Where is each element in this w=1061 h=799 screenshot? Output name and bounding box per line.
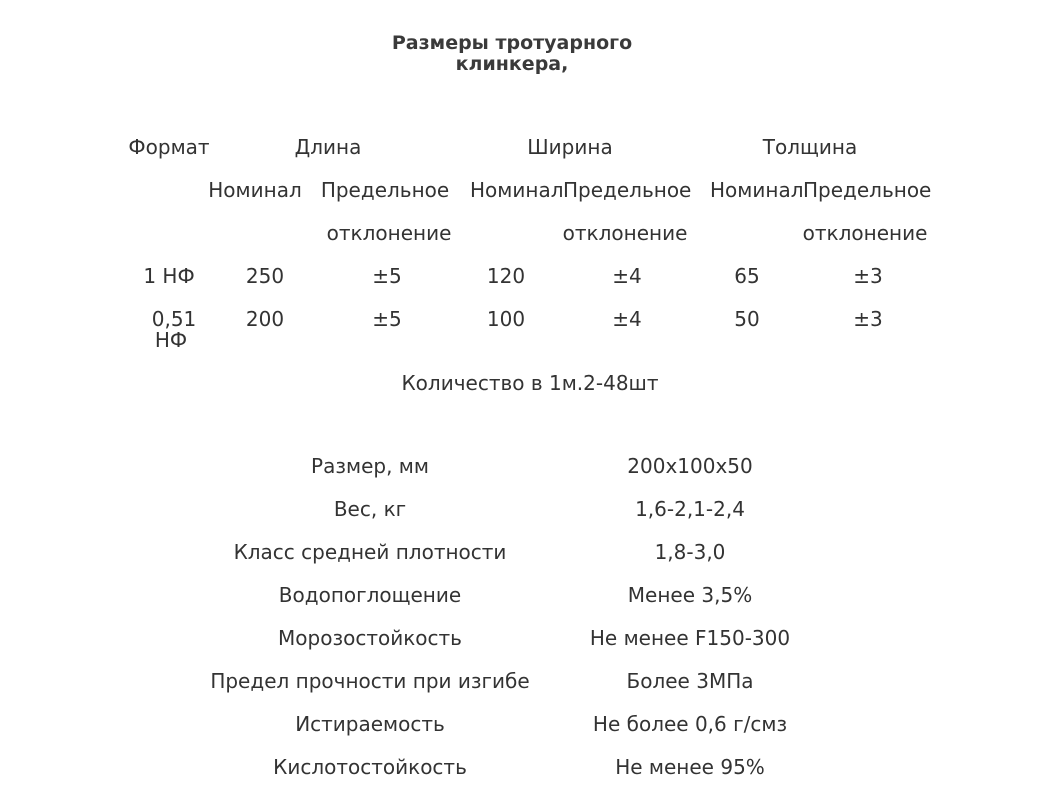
property-value: Более 3МПа [626,669,754,693]
property-value: 1,8-3,0 [654,540,726,564]
row-1-format: 1 НФ [143,264,195,288]
header-length: Длина [294,135,362,159]
header-width: Ширина [527,135,613,159]
property-value: 200х100х50 [627,454,753,478]
header-format: Формат [128,135,210,159]
property-label: Предел прочности при изгибе [210,669,530,693]
row-2-format-line-2: НФ [154,328,188,352]
page-title-line-1: Размеры тротуарного [391,32,633,54]
row-1-thickness: 65 [734,264,760,288]
row-1-thickness-deviation: ±3 [853,264,883,288]
subheader-length-nominal: Номинал [208,178,302,202]
property-label: Истираемость [295,712,445,736]
row-2-length: 200 [245,307,285,331]
row-2-thickness: 50 [734,307,760,331]
property-value: Не менее 95% [615,755,765,779]
property-value: 1,6-2,1-2,4 [635,497,745,521]
subheader-width-nominal: Номинал [470,178,564,202]
row-2-thickness-deviation: ±3 [853,307,883,331]
page-title-line-2: клинкера, [455,53,569,75]
quantity-note: Количество в 1м.2-48шт [401,371,659,395]
subheader-length-deviation-1: Предельное [320,178,450,202]
subheader-width-deviation-2: отклонение [562,221,688,245]
row-2-width: 100 [486,307,526,331]
row-1-width: 120 [486,264,526,288]
row-1-length-deviation: ±5 [372,264,402,288]
property-label: Кислотостойкость [273,755,467,779]
page-title [0,33,1024,75]
subheader-width-deviation-1: Предельное [563,178,692,202]
property-value: Не более 0,6 г/смз [592,712,788,736]
row-2-format-line-1: 0,51 [151,307,197,331]
header-thickness: Толщина [762,135,858,159]
row-2-length-deviation: ±5 [372,307,402,331]
row-1-length: 250 [245,264,285,288]
property-label: Класс средней плотности [233,540,507,564]
property-label: Морозостойкость [278,626,462,650]
subheader-thickness-deviation-2: отклонение [802,221,928,245]
row-2-width-deviation: ±4 [612,307,642,331]
property-label: Вес, кг [333,497,407,521]
subheader-length-deviation-2: отклонение [326,221,452,245]
property-label: Размер, мм [311,454,429,478]
property-value: Не менее F150-300 [589,626,791,650]
subheader-thickness-nominal: Номинал [710,178,804,202]
row-1-width-deviation: ±4 [612,264,642,288]
property-value: Менее 3,5% [627,583,753,607]
subheader-thickness-deviation-1: Предельное [803,178,932,202]
property-label: Водопоглощение [278,583,462,607]
